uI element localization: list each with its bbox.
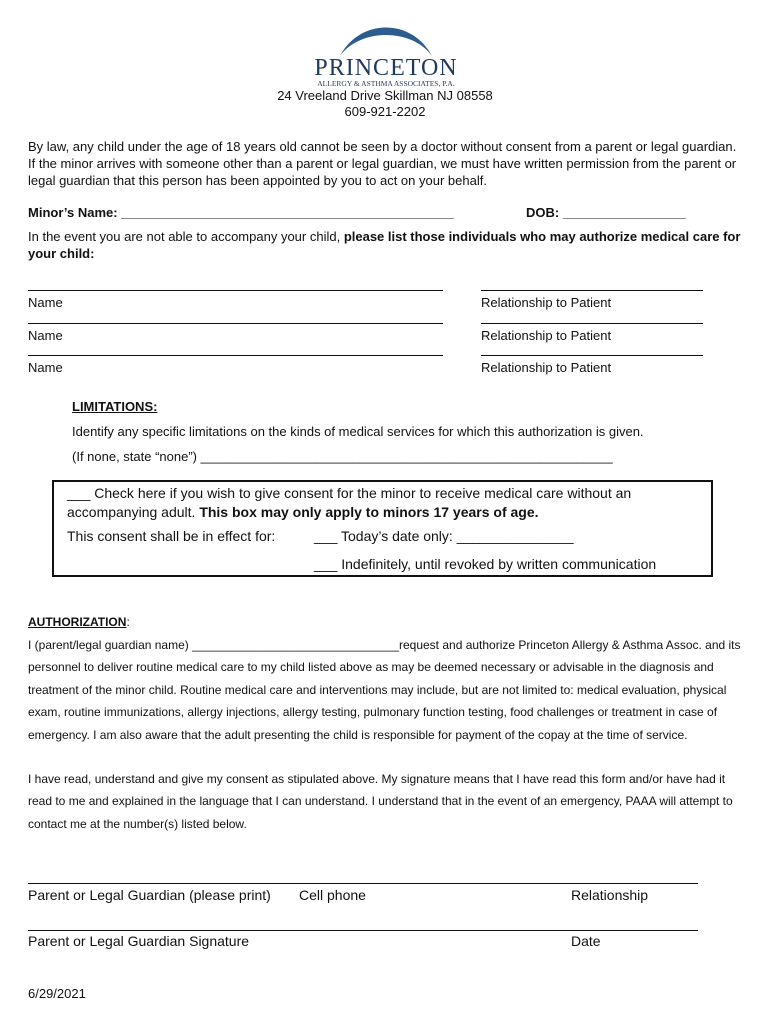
name-line-2[interactable] bbox=[28, 323, 443, 324]
cell-phone-label: Cell phone bbox=[299, 887, 366, 903]
authorization-paragraph-2: I have read, understand and give my consent as stipulated above. My signature means that I have read this form and/or have had it read to me and explained in the language that I can understand. I understand that in the event of an emergency, PAAA will attempt to contact me at the number(s) listed below. bbox=[28, 772, 733, 831]
guardian-signature-label: Parent or Legal Guardian Signature bbox=[28, 933, 250, 949]
event-bold-text: please list those individuals who may authorize medical care for your child: bbox=[28, 229, 741, 261]
relationship-label-1: Relationship to Patient bbox=[481, 295, 612, 310]
name-line-3[interactable] bbox=[28, 355, 443, 356]
intro-paragraph: By law, any child under the age of 18 years old cannot be seen by a doctor without consent from a parent or legal guardian. If the minor arrives with someone other than a parent or legal guardian, we must have written permission from the parent or legal guardian that this person has been appointed by you to act on your behalf. bbox=[28, 139, 737, 188]
guardian-signature-line[interactable] bbox=[28, 930, 698, 931]
dob-field[interactable]: DOB: _________________ bbox=[526, 205, 686, 220]
practice-logo bbox=[300, 12, 472, 88]
name-line-1[interactable] bbox=[28, 290, 443, 291]
limitations-heading: LIMITATIONS: bbox=[72, 399, 158, 414]
date-label: Date bbox=[571, 933, 601, 949]
name-label-2: Name bbox=[28, 328, 63, 343]
practice-address: 24 Vreeland Drive Skillman NJ 08558 bbox=[277, 88, 493, 103]
relationship-line-3[interactable] bbox=[481, 355, 703, 356]
relationship-line-2[interactable] bbox=[481, 323, 703, 324]
guardian-print-line[interactable] bbox=[28, 883, 698, 884]
event-text: In the event you are not able to accompany your child, bbox=[28, 229, 344, 244]
relationship-label-3: Relationship to Patient bbox=[481, 360, 612, 375]
authorization-paragraph-1: I (parent/legal guardian name) _______________________________request and authorize Princeton Allergy & Asthma Assoc. and its personnel to deliver routine medical care to my child listed above as may be deemed necessary or advisable in the diagnosis and treatment of the minor child. Routine medical care and interventions may include, but are not limited to: medical evaluation, physical exam, routine immunizations, allergy injections, allergy testing, pulmonary function testing, food challenges or treatment in case of emergency. I am also aware that the adult presenting the child is responsible for payment of the copay at the time of service. bbox=[28, 638, 741, 742]
limitations-text: Identify any specific limitations on the kinds of medical services for which this authorization is given. bbox=[72, 424, 644, 439]
authorization-heading bbox=[28, 615, 130, 629]
limitations-none-field[interactable]: (If none, state “none”) _________________________________________________________ bbox=[72, 449, 613, 464]
indefinitely-option[interactable]: ___ Indefinitely, until revoked by written communication bbox=[314, 556, 657, 572]
consent-age-note: This box may only apply to minors 17 years of age. bbox=[199, 504, 539, 520]
name-label-1: Name bbox=[28, 295, 63, 310]
event-paragraph bbox=[28, 228, 744, 262]
practice-phone: 609-921-2202 bbox=[344, 104, 426, 119]
guardian-print-label: Parent or Legal Guardian (please print) bbox=[28, 887, 271, 903]
relationship-label-2: Relationship to Patient bbox=[481, 328, 612, 343]
today-only-option[interactable]: ___ Today’s date only: _______________ bbox=[314, 528, 574, 544]
footer-date: 6/29/2021 bbox=[28, 986, 86, 1001]
relationship-label: Relationship bbox=[571, 887, 649, 903]
consent-check-label: ___ Check here if you wish to give consent for the minor to receive medical care without an accompanying adult. bbox=[67, 485, 632, 520]
name-label-3: Name bbox=[28, 360, 63, 375]
logo-name: PRINCETON bbox=[314, 55, 458, 81]
logo-subtitle: ALLERGY & ASTHMA ASSOCIATES, P.A. bbox=[317, 79, 455, 88]
relationship-line-1[interactable] bbox=[481, 290, 703, 291]
consent-effect-label: This consent shall be in effect for: bbox=[67, 528, 276, 544]
authorization-heading-text: AUTHORIZATION bbox=[28, 615, 127, 629]
authorization-colon: : bbox=[126, 615, 130, 629]
consent-check-text[interactable] bbox=[67, 484, 697, 522]
minor-name-field[interactable]: Minor’s Name: ______________________________________________ bbox=[28, 205, 454, 220]
logo-arc-icon bbox=[300, 12, 472, 88]
